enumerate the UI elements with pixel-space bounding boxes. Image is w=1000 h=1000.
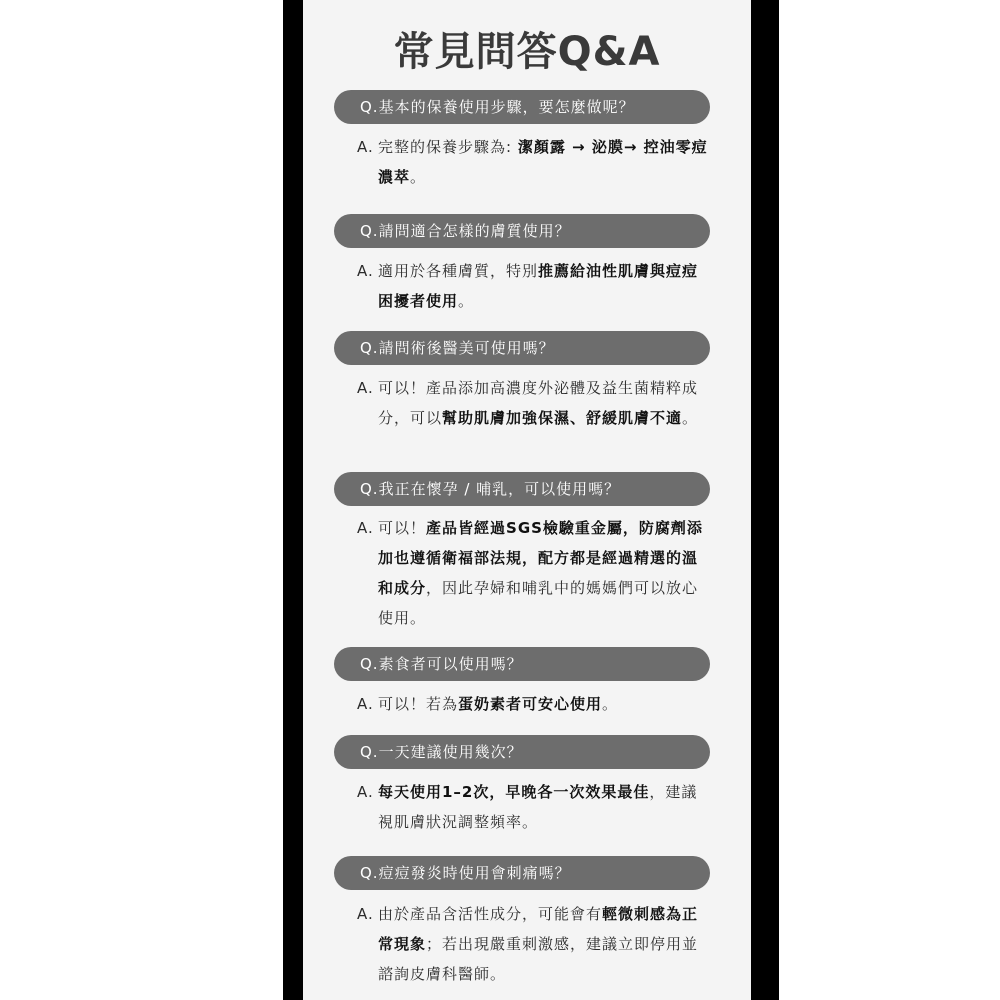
answer-6 [357,777,713,837]
question-3: Q.請問術後醫美可使用嗎？ [334,331,710,365]
question-4: Q.我正在懷孕 / 哺乳，可以使用嗎？ [334,472,710,506]
answer-2 [357,256,713,316]
answer-text [378,373,713,433]
answer-segment: 可以！ [378,519,427,537]
answer-segment: 。 [458,292,475,310]
answer-segment: 。 [602,695,619,713]
question-2: Q.請問適合怎樣的膚質使用？ [334,214,710,248]
answer-emphasis: 每天使用1–2次，早晚各一次效果最佳 [378,783,650,801]
answer-prefix: A. [357,519,374,537]
answer-text [378,256,713,316]
right-black-bar [751,0,779,1000]
question-6: Q.一天建議使用幾次？ [334,735,710,769]
question-7: Q.痘痘發炎時使用會刺痛嗎？ [334,856,710,890]
answer-3 [357,373,713,433]
answer-segment: ，建議視肌膚狀況調整頻率。 [378,783,698,831]
answer-segment: 由於產品含活性成分，可能會有 [378,905,603,923]
answer-text [378,689,713,719]
answer-text [378,899,713,989]
answer-segment: 適用於各種膚質，特別 [378,262,539,280]
answer-text [378,513,713,633]
answer-prefix: A. [357,783,374,801]
answer-prefix: A. [357,379,374,397]
answer-emphasis: 產品皆經過SGS檢驗重金屬，防腐劑添加也遵循衛福部法規，配方都是經過精選的溫和成分 [378,519,703,597]
answer-text [378,132,713,192]
answer-prefix: A. [357,905,374,923]
page-title: 常見問答Q&A [393,29,661,75]
answer-1 [357,132,713,192]
answer-segment: 可以！若為 [378,695,459,713]
left-black-bar [283,0,303,1000]
answer-segment: 完整的保養步驟為: [378,138,518,156]
answer-emphasis: 輕微刺感為正常現象 [378,905,699,953]
answer-prefix: A. [357,262,374,280]
answer-emphasis: 潔顏露 → 泌膜→ 控油零痘濃萃 [378,138,708,186]
answer-prefix: A. [357,138,374,156]
answer-segment: 可以！產品添加高濃度外泌體及益生菌精粹成分，可以 [378,379,699,427]
question-5: Q.素食者可以使用嗎？ [334,647,710,681]
answer-segment: 。 [410,168,427,186]
question-1: Q.基本的保養使用步驟，要怎麼做呢？ [334,90,710,124]
answer-text [378,777,713,837]
answer-emphasis: 推薦給油性肌膚與痘痘困擾者使用 [378,262,699,310]
answer-prefix: A. [357,695,374,713]
faq-panel [303,0,751,1000]
answer-emphasis: 幫助肌膚加強保濕、舒緩肌膚不適 [442,409,683,427]
answer-4 [357,513,713,633]
answer-emphasis: 蛋奶素者可安心使用 [458,695,603,713]
answer-segment: ，因此孕婦和哺乳中的媽媽們可以放心使用。 [378,579,699,627]
answer-7 [357,899,713,989]
answer-segment: ；若出現嚴重刺激感，建議立即停用並諮詢皮膚科醫師。 [378,935,699,983]
answer-5 [357,689,713,719]
answer-segment: 。 [682,409,699,427]
